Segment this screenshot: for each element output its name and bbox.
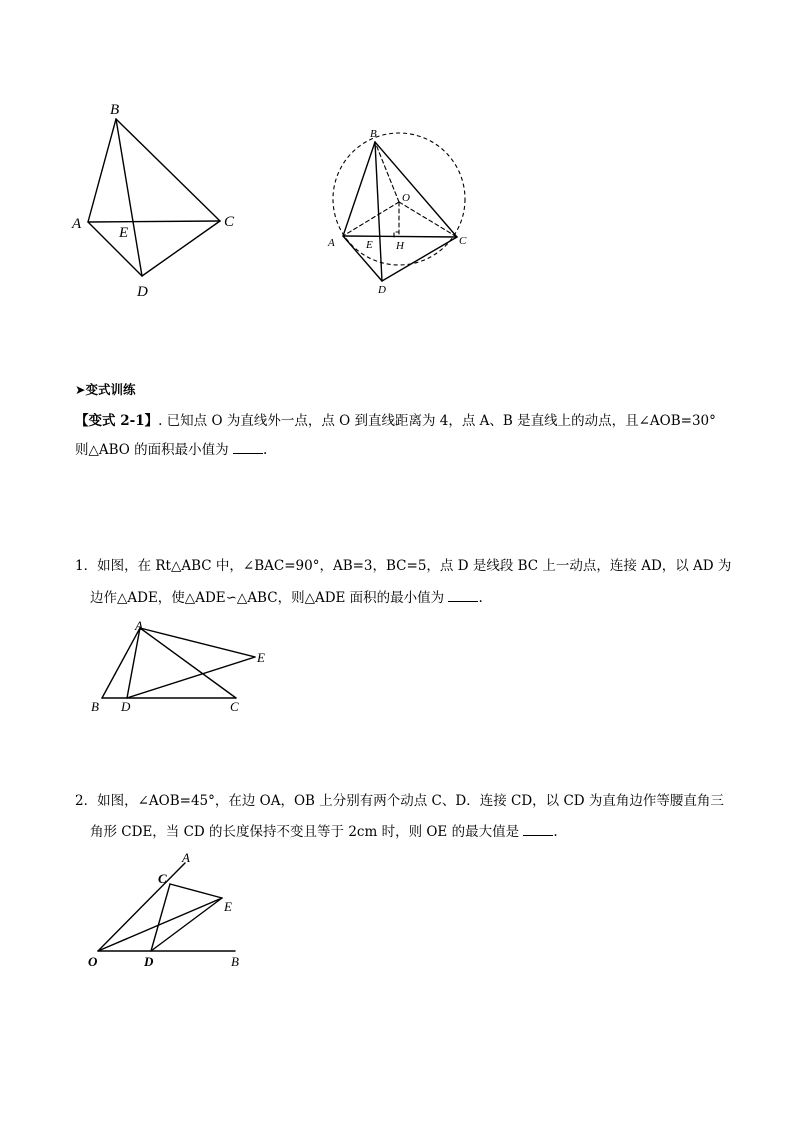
fig4-label-B: B [231, 954, 239, 969]
fig2-label-H: H [396, 240, 404, 252]
fig2-label-C: C [459, 235, 467, 247]
fig4-label-O: O [88, 954, 98, 969]
fig3-label-E: E [257, 650, 265, 665]
problem1-line-1 [75, 556, 731, 576]
problem2-line-1 [75, 791, 724, 811]
figure-4 [85, 850, 275, 975]
problem2-text-2: 角形 CDE，当 CD 的长度保持不变且等于 2cm 时，则 OE 的最大值是 [90, 824, 520, 840]
problem1-end: . [478, 590, 483, 606]
problem1-text-1: 1．如图，在 Rt△ABC 中，∠BAC=90°，AB=3，BC=5，点 D 是线段 BC 上一动点，连接 AD，以 AD 为 [75, 558, 732, 574]
figure-1 [60, 95, 260, 325]
fig3-label-B: B [91, 699, 99, 714]
variant-line-2 [75, 440, 267, 460]
fig2-label-D: D [378, 284, 386, 296]
fig4-label-C: C [158, 871, 167, 886]
problem2-line-2 [90, 822, 558, 842]
fig2-label-A: A [328, 237, 335, 249]
fig4-label-D: D [144, 954, 154, 969]
fig1-label-C: C [224, 214, 235, 230]
fig1-label-B: B [110, 102, 120, 118]
fig4-label-A: A [182, 850, 190, 865]
fig2-label-O: O [402, 192, 410, 204]
section-heading-text: 变式训练 [85, 382, 136, 397]
problem1-line-2 [90, 588, 483, 608]
variant-tag: 【变式 2-1】 [75, 413, 159, 429]
problem1-text-2: 边作△ADE，使△ADE∽△ABC，则△ADE 面积的最小值为 [90, 590, 445, 606]
fig3-label-C: C [230, 699, 239, 714]
fig1-label-E: E [119, 225, 129, 241]
fig4-label-E: E [224, 899, 232, 914]
fig1-label-D: D [137, 284, 148, 300]
variant-end: . [262, 442, 268, 458]
variant-text-1: . 已知点 O 为直线外一点，点 O 到直线距离为 4，点 A、B 是直线上的动点，且∠AOB=30° [158, 413, 716, 429]
section-marker: ➤ [75, 382, 86, 397]
problem1-answer-blank [448, 601, 478, 602]
problem2-end: . [553, 824, 558, 840]
figure-3 [85, 615, 285, 725]
problem2-text-1: 2．如图，∠AOB=45°，在边 OA，OB 上分别有两个动点 C、D．连接 CD，以 CD 为直角边作等腰直角三 [75, 793, 724, 809]
section-heading [75, 380, 136, 398]
figure-2 [320, 120, 490, 310]
variant-line-1 [75, 411, 716, 431]
variant-answer-blank [233, 453, 263, 454]
fig2-label-B: B [370, 128, 377, 140]
fig1-label-A: A [72, 216, 82, 232]
fig3-label-D: D [121, 699, 131, 714]
fig2-label-E: E [366, 239, 373, 251]
variant-text-2: 则△ABO 的面积最小值为 [75, 442, 229, 458]
problem2-answer-blank [523, 835, 553, 836]
fig3-label-A: A [135, 618, 143, 633]
